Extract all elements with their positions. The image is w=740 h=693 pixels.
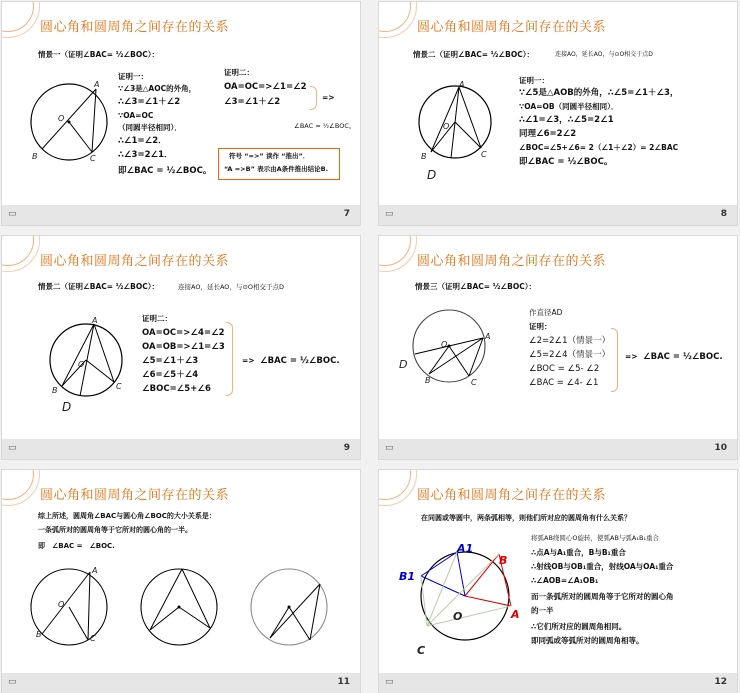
- slide-title: 圆心角和圆周角之间存在的关系: [417, 488, 607, 503]
- slide-8[interactable]: 圆心角和圆周角之间存在的关系 情景二（证明∠BAC= ½∠BOC）： 连接AO，延长AO，与⊙O相交于点D A B C O D 证明一： ∵∠5是△AOB的外角，∴∠5=∠1＋∠3， ∵OA=OB（同圆半径相同）． ∴∠1=∠3，∴∠5=2∠1 同理∠6=2∠2 ∠BOC=∠5+∠6= 2（∠1＋∠2）= 2∠BAC 即∠BAC = ½∠BOC。 ▭ 8: [379, 2, 737, 225]
- slide-number: 10: [714, 443, 727, 453]
- point-c-label: C: [417, 644, 426, 657]
- circle-diagram: [409, 306, 489, 386]
- slide-number: 11: [337, 677, 350, 687]
- point-b-label: B: [499, 554, 508, 567]
- point-c-label: C: [116, 382, 122, 391]
- construction-hint: 作直径AD: [529, 308, 563, 317]
- slide-10[interactable]: 圆心角和圆周角之间存在的关系 情景三（证明∠BAC= ½∠BOC）： A B C O D 作直径AD 证明： ∠2=2∠1（情景一） ∠5=2∠4（情景一） ∠BOC = ∠5- ∠2 ∠BAC = ∠4- ∠1 => ∠BAC = ½∠BOC. ▭ 10: [379, 236, 737, 459]
- point-d-label: D: [427, 168, 437, 182]
- note-box: 符号 “=>” 读作 “推出”． “A =>B” 表示由A条件推出结论B.: [218, 148, 340, 180]
- slide-11[interactable]: 圆心角和圆周角之间存在的关系 综上所述，圆周角∠BAC与圆心角∠BOC的大小关系是： 一条弧所对的圆周角等于它所对的圆心角的一半。 即 ∠BAC = ∠BOC. A B C O ▭ 11: [2, 470, 360, 693]
- slide-number: 8: [720, 209, 727, 219]
- slide-9[interactable]: 圆心角和圆周角之间存在的关系 情景二（证明∠BAC= ½∠BOC）： 连接AO，延长AO，与⊙O相交于点D A B C O D 证明二： OA=OC=>∠4=∠2 OA=OB=>∠1=∠3 ∠5=∠1＋∠3 ∠6=∠5＋∠4 ∠BOC=∠5+∠6 => ∠BAC = ½∠BOC. ▭ 9: [2, 236, 360, 459]
- point-a-label: A: [92, 316, 98, 325]
- point-c-label: C: [90, 634, 96, 643]
- implies-arrow: =>: [242, 356, 255, 365]
- point-a-label: A: [92, 566, 98, 575]
- bracket: [226, 322, 233, 396]
- result-text: ∠BAC = ½∠BOC。: [294, 122, 356, 130]
- slide-footer: [379, 673, 737, 693]
- point-b-label: B: [52, 386, 58, 395]
- point-a-label: A: [485, 332, 491, 341]
- circle-diagram-2: [138, 566, 220, 648]
- point-c-label: C: [90, 154, 96, 163]
- point-o-label: O: [78, 360, 85, 369]
- result-text: ∠BAC = ½∠BOC.: [260, 356, 340, 366]
- case-heading: 情景一（证明∠BAC= ½∠BOC）：: [38, 50, 159, 59]
- slide-title: 圆心角和圆周角之间存在的关系: [40, 488, 230, 503]
- bracket: [611, 328, 618, 392]
- slide-footer: [2, 205, 360, 225]
- point-c-label: C: [471, 378, 477, 387]
- point-a-label: A: [459, 80, 465, 89]
- point-o-label: O: [58, 600, 65, 609]
- point-d-label: D: [62, 400, 72, 414]
- point-o-label: O: [453, 610, 463, 623]
- implies-arrow: =>: [625, 352, 638, 361]
- slide-icon: ▭: [8, 209, 17, 219]
- slide-footer: [379, 439, 737, 459]
- slide-title: 圆心角和圆周角之间存在的关系: [40, 254, 230, 269]
- slide-icon: ▭: [8, 677, 17, 687]
- slide-icon: ▭: [385, 677, 394, 687]
- slide-footer: [2, 439, 360, 459]
- point-b-label: B: [36, 630, 42, 639]
- circle-diagram-3: [248, 566, 330, 648]
- point-o-label: O: [443, 122, 450, 131]
- point-b-label: B: [425, 376, 431, 385]
- point-o-label: O: [441, 340, 448, 349]
- construction-hint: 连接AO，延长AO，与⊙O相交于点D: [178, 283, 284, 291]
- slide-12[interactable]: 圆心角和圆周角之间存在的关系 在同圆或等圆中，两条弧相等，则他们所对应的圆周角有什么关系？ A1 B1 B A O C 将弧AB绕圆心O旋转，使弧AB与弧A₁B₁重合 ∴点A与A₁重合，B与B₁重合 ∴射线OB与OB₁重合，射线OA与OA₁重合 ∴∠AOB=∠A₁OB₁ 而一条弧所对的圆周角等于它所对的圆心角 的一半 ∴它们所对应的圆周角相同。 即同弧或等弧所对的圆周角相等。 ▭ 12: [379, 470, 737, 693]
- point-c-label: C: [481, 150, 487, 159]
- question-text: 在同圆或等圆中，两条弧相等，则他们所对应的圆周角有什么关系？: [421, 514, 631, 522]
- slide-title: 圆心角和圆周角之间存在的关系: [40, 20, 230, 35]
- point-d-label: D: [399, 358, 408, 371]
- slide-footer: [379, 205, 737, 225]
- case-heading: 情景二（证明∠BAC= ½∠BOC）：: [38, 282, 159, 291]
- implies-arrow: =>: [322, 93, 335, 102]
- slide-icon: ▭: [8, 443, 17, 453]
- case-heading: 情景二（证明∠BAC= ½∠BOC）：: [413, 50, 534, 59]
- slide-icon: ▭: [385, 209, 394, 219]
- slide-icon: ▭: [385, 443, 394, 453]
- circle-diagram: [24, 77, 114, 167]
- slide-number: 12: [714, 677, 727, 687]
- point-b-label: B: [421, 152, 427, 161]
- construction-hint: 连接AO，延长AO，与⊙O相交于点D: [555, 51, 653, 58]
- result-text: ∠BAC = ½∠BOC.: [643, 352, 723, 362]
- point-b1-label: B1: [399, 570, 416, 583]
- case-heading: 情景三（证明∠BAC= ½∠BOC）：: [415, 282, 536, 291]
- point-a1-label: A1: [457, 542, 474, 555]
- point-o-label: O: [58, 114, 65, 123]
- slide-title: 圆心角和圆周角之间存在的关系: [417, 254, 607, 269]
- slide-number: 7: [343, 209, 350, 219]
- slide-7[interactable]: 圆心角和圆周角之间存在的关系 情景一（证明∠BAC= ½∠BOC）： A B C O 证明一： ∵∠3是△AOC的外角， ∴∠3=∠1＋∠2 ∵OA=OC （同圆半径相同）． ∴∠1=∠2． ∴∠3=2∠1． 即∠BAC = ½∠BOC。 证明二： OA=OC=>∠1=∠2 ∠3=∠1＋∠2 => ∠BAC = ½∠BOC。 符号 “=>” 读作 “推出”． “A =>B” 表示由A条件推出结论B. ▭ 7: [2, 2, 360, 225]
- slide-number: 9: [343, 443, 350, 453]
- bracket: [310, 86, 317, 110]
- point-a-label: A: [94, 80, 100, 89]
- slide-footer: [2, 673, 360, 693]
- slide-title: 圆心角和圆周角之间存在的关系: [417, 20, 607, 35]
- point-b-label: B: [32, 152, 38, 161]
- point-a-label: A: [511, 608, 520, 621]
